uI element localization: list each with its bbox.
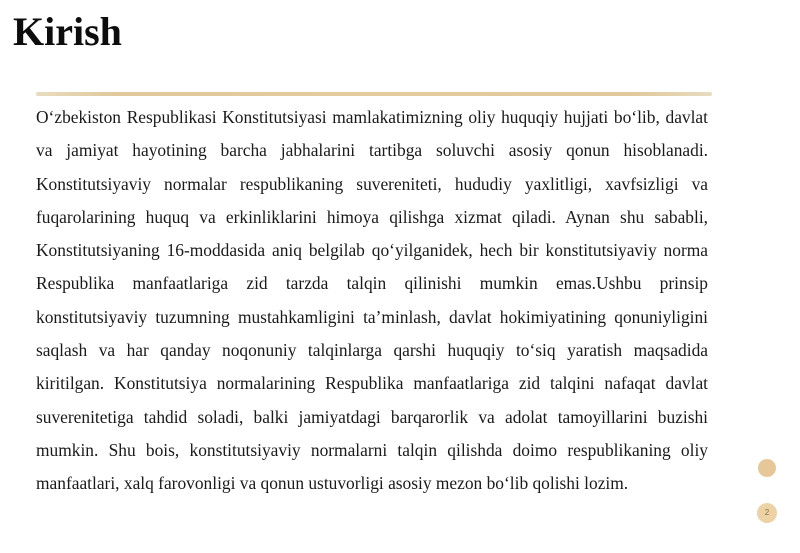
page-number-badge: 2	[757, 503, 777, 523]
slide-body-text: O‘zbekiston Respublikasi Konstitutsiyasi mamlakatimizning oliy huquqiy hujjati bo‘lib, davlat va jamiyat hayotining barcha jabhalarini tartibga soluvchi asosiy qonun hisoblanadi. Konstitutsiyaviy normalar respublikaning suvereniteti, hududiy yaxlitligi, xavfsizligi va fuqarolarining huquq va erkinliklarini himoya qilishga xizmat qiladi. Aynan shu sababli, Konstitutsiyaning 16-moddasida aniq belgilab qo‘yilganidek, hech bir konstitutsiyaviy norma Respublika manfaatlariga zid tarzda talqin qilinishi mumkin emas.Ushbu prinsip konstitutsiyaviy tuzumning mustahkamligini ta’minlash, davlat hokimiyatining qonuniyligini saqlash va har qanday noqonuniy talqinlarga qarshi huquqiy to‘siq yaratish maqsadida kiritilgan. Konstitutsiya normalarining Respublika manfaatlariga zid talqini nafaqat davlat suverenitetiga tahdid soladi, balki jamiyatdagi barqarorlik va adolat tamoyillarini buzishi mumkin. Shu bois, konstitutsiyaviy normalarni talqin qilishda doimo respublikaning oliy manfaatlari, xalq farovonligi va qonun ustuvorligi asosiy mezon bo‘lib qolishi lozim.	[36, 107, 708, 494]
decorative-dot	[758, 459, 776, 477]
title-divider	[36, 92, 712, 96]
slide-title: Kirish	[13, 9, 122, 54]
